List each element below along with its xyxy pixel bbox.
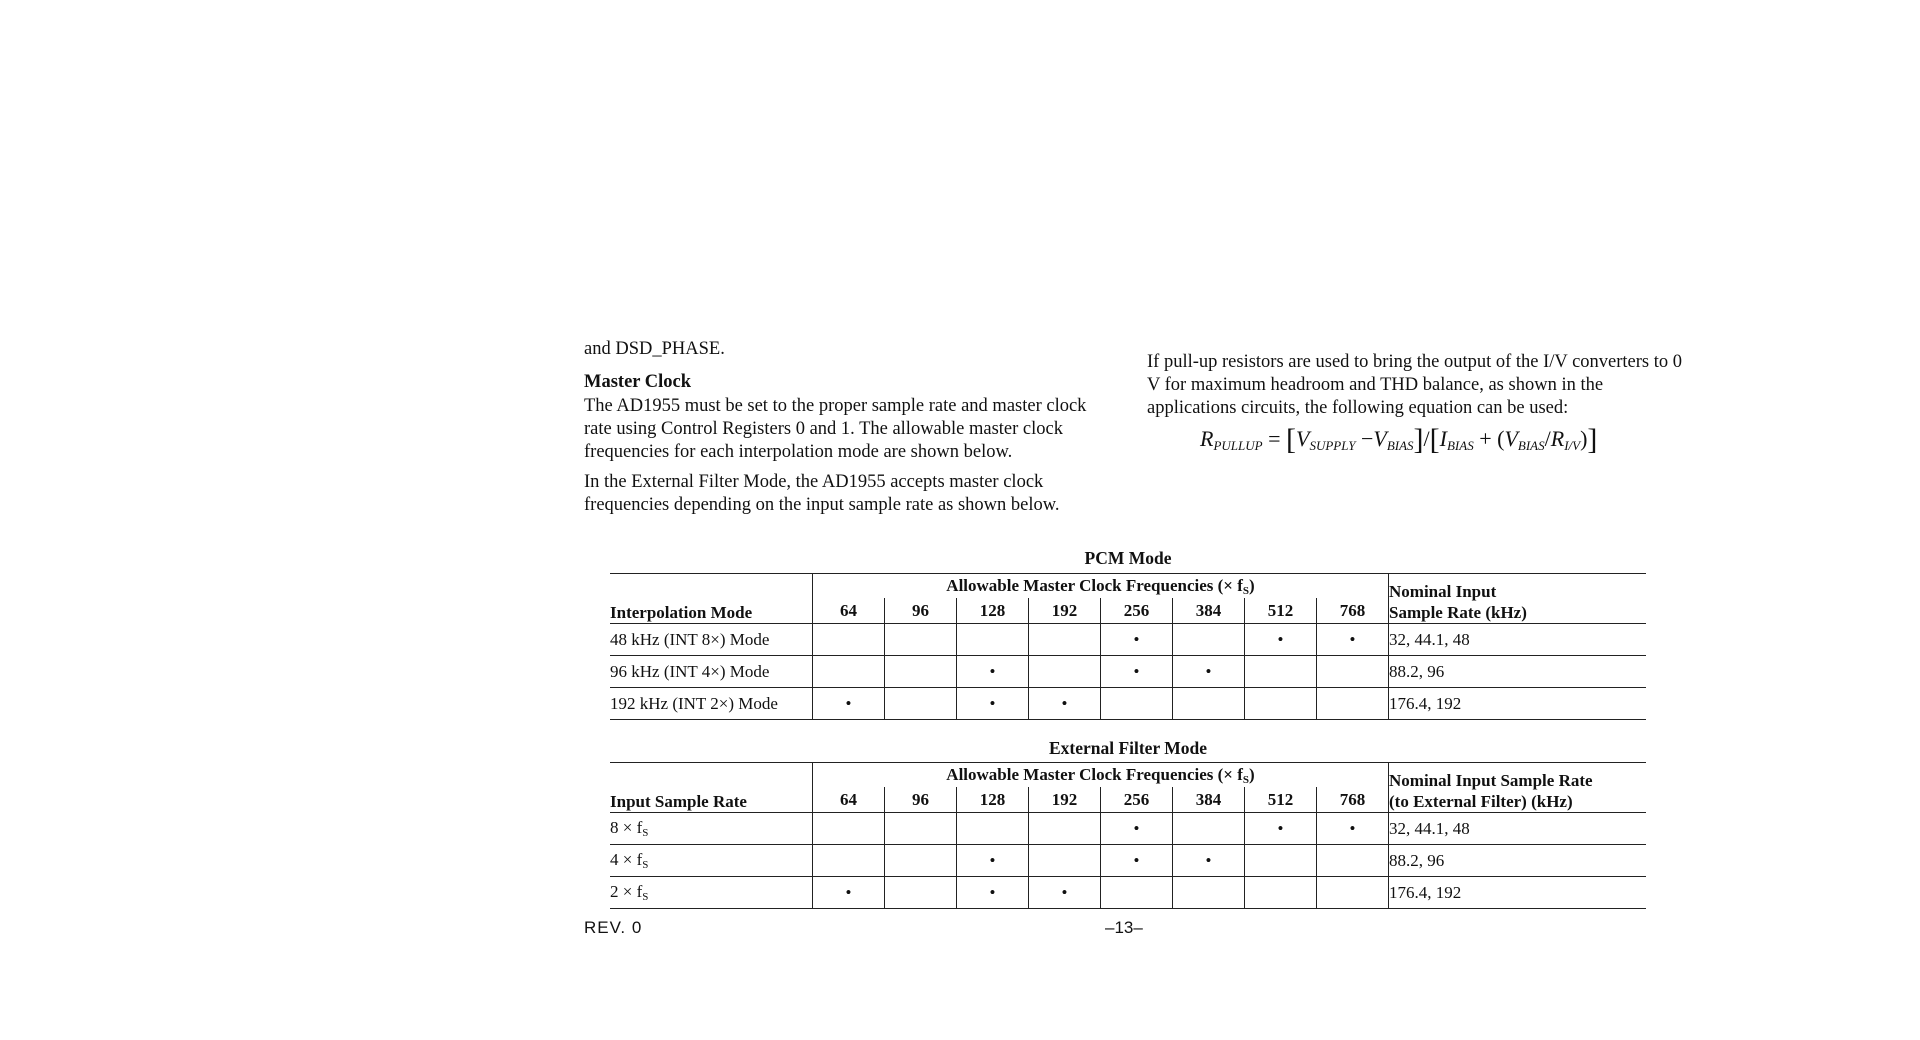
cut-off-text-line: and DSD_PHASE. xyxy=(584,339,725,359)
ext-freq-col-header: 256 xyxy=(1101,787,1173,813)
revision-label: REV. 0 xyxy=(584,918,643,937)
ext-freq-col-header: 64 xyxy=(813,787,885,813)
empty-cell xyxy=(1101,688,1173,720)
ext-row-label: 8 × fS xyxy=(610,813,813,845)
ext-table-caption: External Filter Mode xyxy=(1048,738,1208,758)
bullet-mark: • xyxy=(1101,845,1173,877)
ext-row-label: 2 × fS xyxy=(610,877,813,909)
bullet-mark: • xyxy=(1101,624,1173,656)
empty-cell xyxy=(885,624,957,656)
ext-rate-header: Nominal Input Sample Rate (to External Filter) (kHz) xyxy=(1389,763,1647,813)
empty-cell xyxy=(885,813,957,845)
pcm-freq-header: Allowable Master Clock Frequencies (× fS) xyxy=(813,574,1389,599)
ext-table-body xyxy=(610,813,1646,909)
bullet-mark: • xyxy=(1317,624,1389,656)
pcm-row-label: 48 kHz (INT 8×) Mode xyxy=(610,624,813,656)
ext-freq-col-header: 192 xyxy=(1029,787,1101,813)
empty-cell xyxy=(1245,845,1317,877)
empty-cell xyxy=(1029,813,1101,845)
empty-cell xyxy=(1173,877,1245,909)
formula-r: R xyxy=(1200,426,1214,451)
bullet-mark: • xyxy=(813,688,885,720)
ext-row-rate: 32, 44.1, 48 xyxy=(1389,813,1647,845)
empty-cell xyxy=(1317,688,1389,720)
bullet-mark: • xyxy=(1245,624,1317,656)
ext-freq-header: Allowable Master Clock Frequencies (× fS) xyxy=(813,763,1389,788)
pcm-table-caption: PCM Mode xyxy=(1084,548,1172,568)
master-clock-paragraph: The AD1955 must be set to the proper sample rate and master clock rate using Control Registers 0 and 1. The allowable master clock frequencies for each interpolation mode are shown below. xyxy=(584,396,1087,462)
pcm-row-label: 192 kHz (INT 2×) Mode xyxy=(610,688,813,720)
pcm-row-rate: 32, 44.1, 48 xyxy=(1389,624,1647,656)
bullet-mark: • xyxy=(1029,688,1101,720)
pcm-freq-col-header: 128 xyxy=(957,598,1029,624)
table-row xyxy=(610,656,1646,688)
pullup-equation: $R_{PULLUP} = [V_{SUPPLY} -V_{BIAS}]/[I_{BIAS} + (V_{BIAS}/R_{I/V})]$ xyxy=(1200,423,1598,456)
empty-cell xyxy=(813,624,885,656)
ext-freq-col-header: 512 xyxy=(1245,787,1317,813)
table-row xyxy=(610,845,1646,877)
bullet-mark: • xyxy=(957,877,1029,909)
empty-cell xyxy=(813,813,885,845)
pcm-rate-header: Nominal Input Sample Rate (kHz) xyxy=(1389,574,1647,624)
empty-cell xyxy=(1029,845,1101,877)
pcm-freq-col-header: 768 xyxy=(1317,598,1389,624)
empty-cell xyxy=(1317,656,1389,688)
empty-cell xyxy=(1173,813,1245,845)
empty-cell xyxy=(885,877,957,909)
pcm-row-rate: 88.2, 96 xyxy=(1389,656,1647,688)
ext-freq-col-header: 96 xyxy=(885,787,957,813)
empty-cell xyxy=(1029,656,1101,688)
empty-cell xyxy=(885,656,957,688)
table-row xyxy=(610,688,1646,720)
pcm-freq-col-header: 96 xyxy=(885,598,957,624)
bullet-mark: • xyxy=(957,688,1029,720)
empty-cell xyxy=(1317,877,1389,909)
master-clock-heading: Master Clock xyxy=(584,372,692,392)
pcm-row-label: 96 kHz (INT 4×) Mode xyxy=(610,656,813,688)
pcm-freq-col-header: 192 xyxy=(1029,598,1101,624)
pcm-table-body xyxy=(610,624,1646,720)
bullet-mark: • xyxy=(1173,656,1245,688)
bullet-mark: • xyxy=(1101,656,1173,688)
ext-freq-col-header: 768 xyxy=(1317,787,1389,813)
empty-cell xyxy=(1029,624,1101,656)
empty-cell xyxy=(1317,845,1389,877)
empty-cell xyxy=(1101,877,1173,909)
empty-cell xyxy=(957,813,1029,845)
ext-freq-col-header: 384 xyxy=(1173,787,1245,813)
external-filter-mode-table xyxy=(610,762,1646,909)
empty-cell xyxy=(1173,688,1245,720)
bullet-mark: • xyxy=(957,845,1029,877)
pcm-freq-col-header: 256 xyxy=(1101,598,1173,624)
page-number: –13– xyxy=(1105,918,1143,937)
table-row xyxy=(610,813,1646,845)
pcm-row-header: Interpolation Mode xyxy=(610,574,813,624)
ext-row-label: 4 × fS xyxy=(610,845,813,877)
empty-cell xyxy=(885,688,957,720)
bullet-mark: • xyxy=(1101,813,1173,845)
bullet-mark: • xyxy=(1173,845,1245,877)
ext-row-rate: 176.4, 192 xyxy=(1389,877,1647,909)
table-row xyxy=(610,877,1646,909)
empty-cell xyxy=(1245,656,1317,688)
bullet-mark: • xyxy=(957,656,1029,688)
empty-cell xyxy=(957,624,1029,656)
empty-cell xyxy=(1245,688,1317,720)
empty-cell xyxy=(1245,877,1317,909)
empty-cell xyxy=(813,845,885,877)
pcm-freq-col-header: 384 xyxy=(1173,598,1245,624)
empty-cell xyxy=(1173,624,1245,656)
ext-row-rate: 88.2, 96 xyxy=(1389,845,1647,877)
bullet-mark: • xyxy=(1317,813,1389,845)
ext-row-header: Input Sample Rate xyxy=(610,763,813,813)
empty-cell xyxy=(813,656,885,688)
external-filter-paragraph: In the External Filter Mode, the AD1955 accepts master clock frequencies depending on the input sample rate as shown below. xyxy=(584,472,1060,515)
pcm-freq-col-header: 512 xyxy=(1245,598,1317,624)
bullet-mark: • xyxy=(813,877,885,909)
bullet-mark: • xyxy=(1245,813,1317,845)
pcm-row-rate: 176.4, 192 xyxy=(1389,688,1647,720)
pullup-paragraph: If pull-up resistors are used to bring the output of the I/V converters to 0 V for maximum headroom and THD balance, as shown in the applications circuits, the following equation can be used: xyxy=(1147,352,1683,418)
pcm-mode-table xyxy=(610,573,1646,720)
ext-freq-col-header: 128 xyxy=(957,787,1029,813)
pcm-freq-col-header: 64 xyxy=(813,598,885,624)
table-row xyxy=(610,624,1646,656)
empty-cell xyxy=(885,845,957,877)
bullet-mark: • xyxy=(1029,877,1101,909)
